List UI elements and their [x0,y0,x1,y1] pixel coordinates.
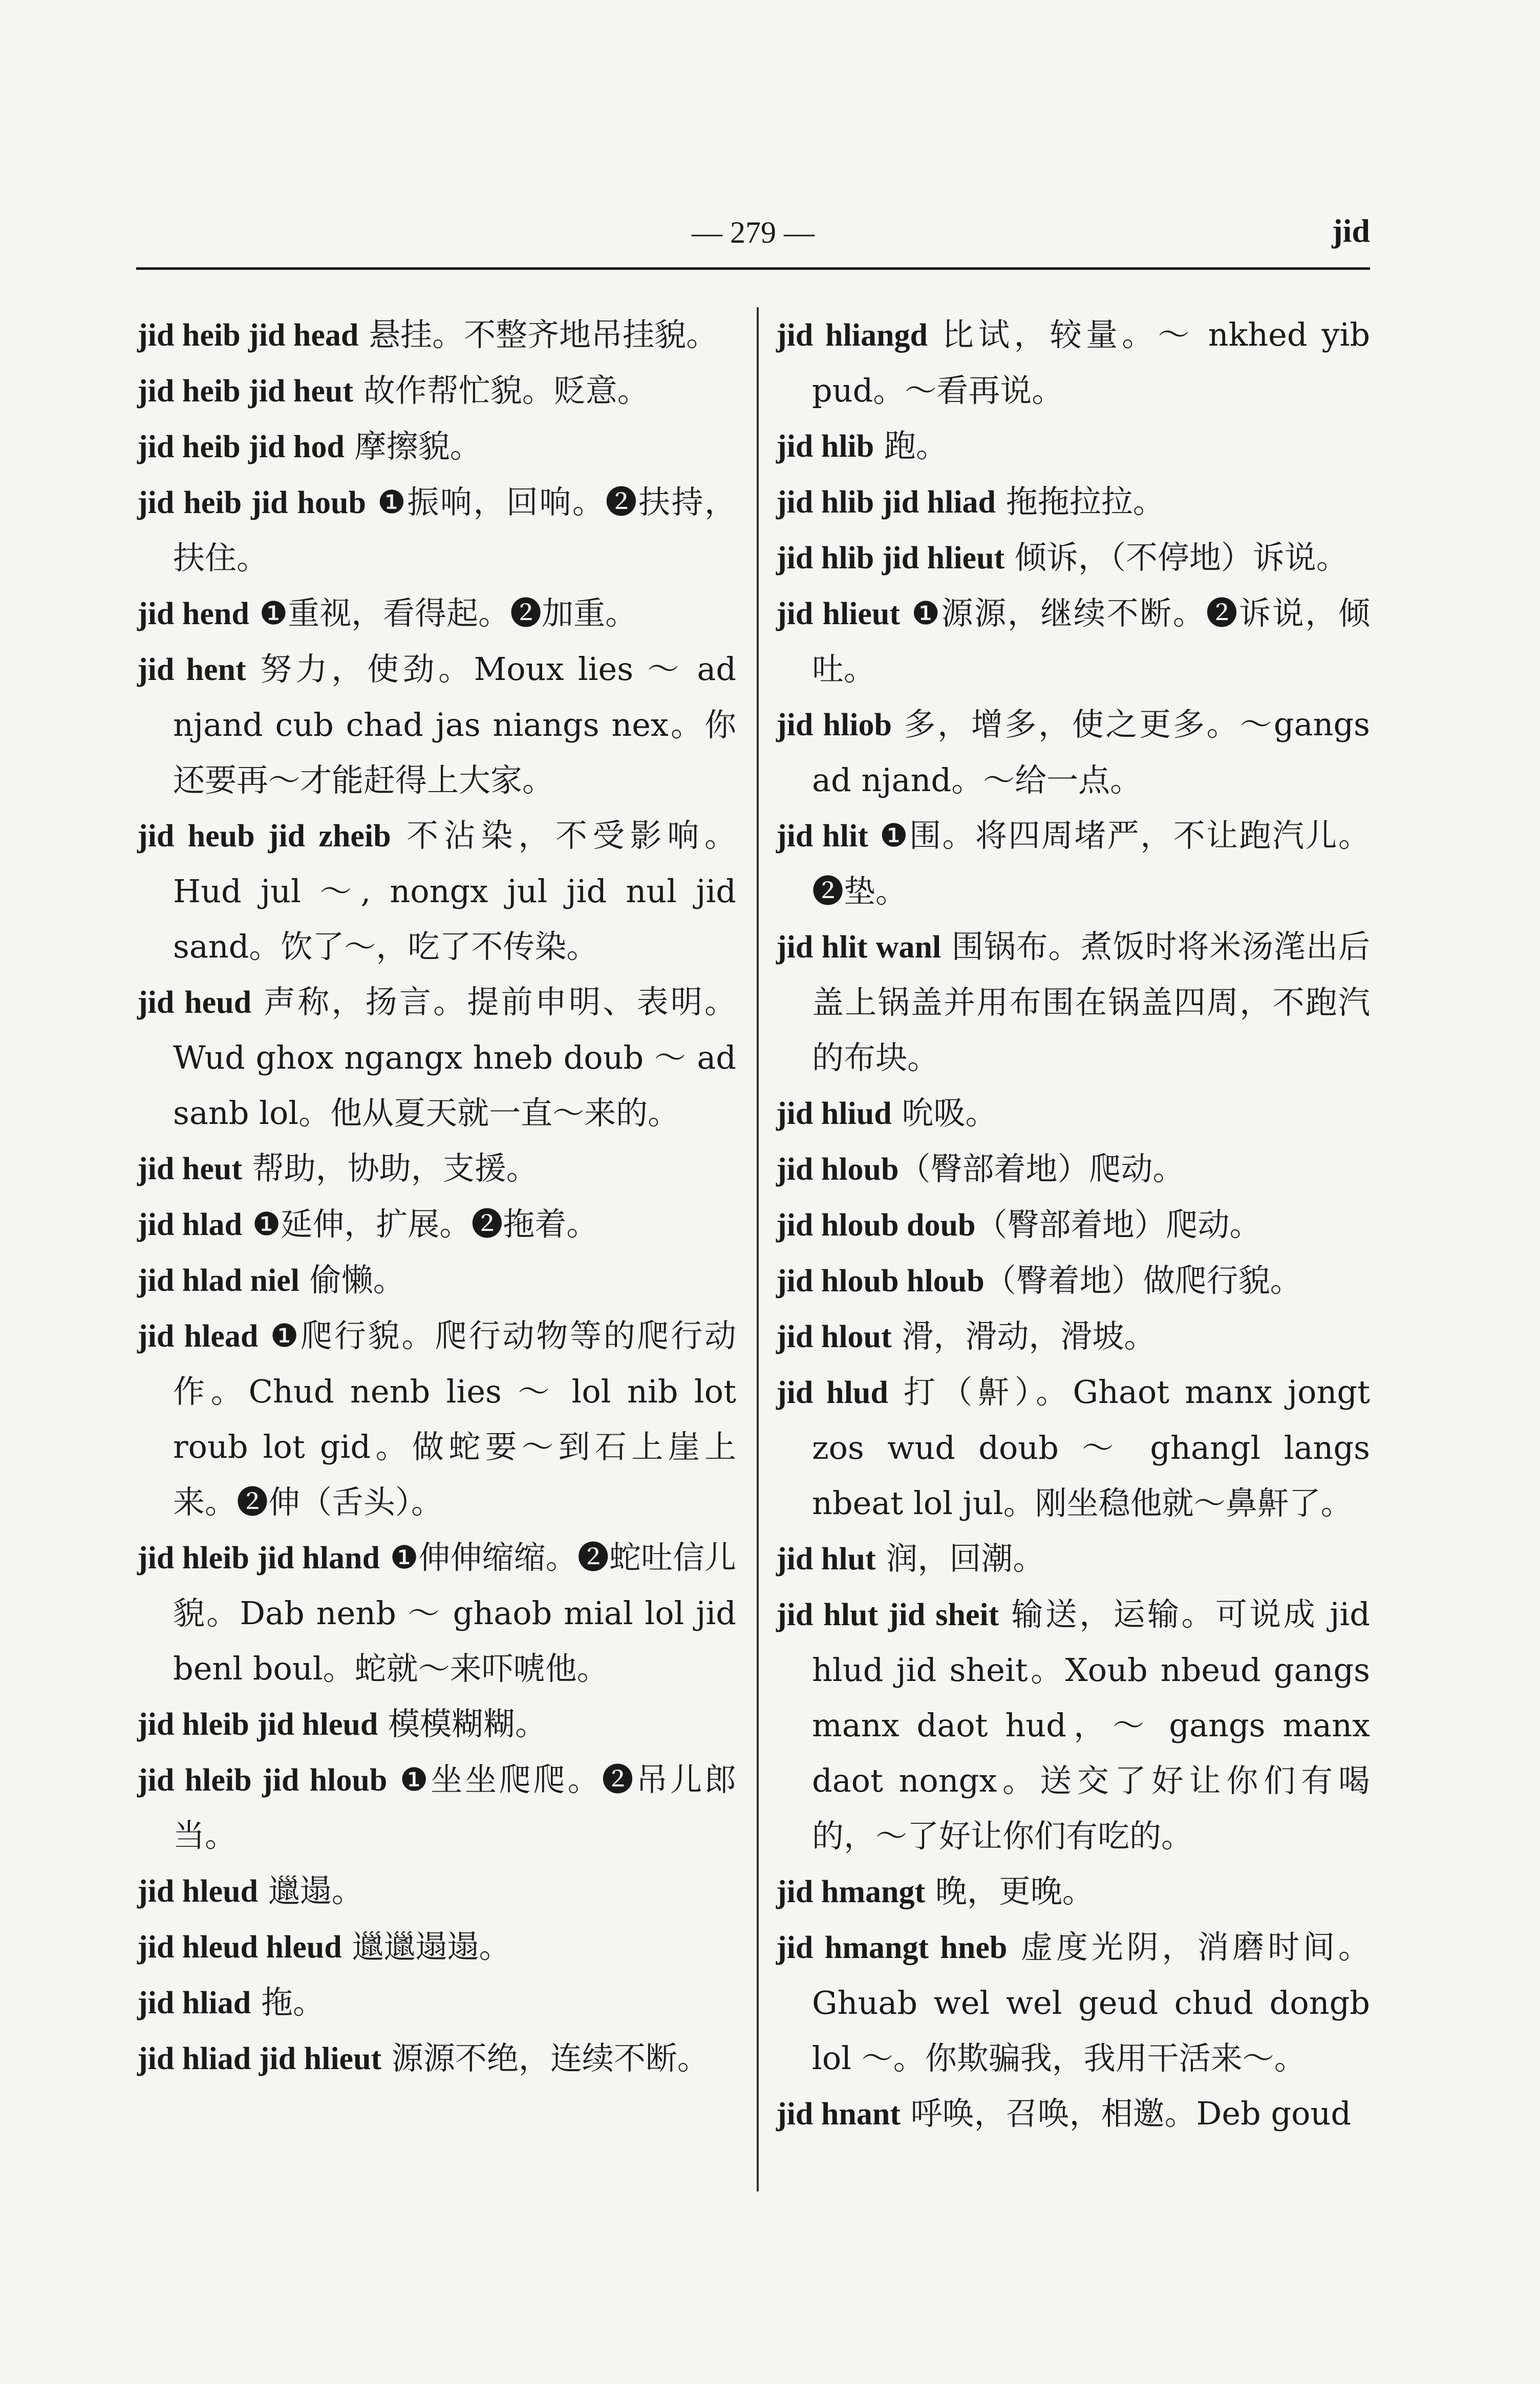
dictionary-entry [776,474,1370,530]
entry-headword: jid hleib jid hloub [137,1763,388,1798]
entry-definition: 润，回潮。 [875,1540,1045,1577]
dictionary-entry [137,419,736,475]
entry-definition: ❶重视，看得起。❷加重。 [249,594,637,632]
entry-headword: jid heub jid zheib [137,819,391,854]
dictionary-entry [137,1530,736,1696]
dictionary-entry [137,1197,736,1252]
entry-headword: jid hloub hloub [776,1264,985,1299]
dictionary-entry [137,1252,736,1308]
entry-definition: （臀部着地）爬动。 [975,1206,1261,1243]
entry-headword: jid hmangt [776,1875,926,1909]
entry-headword: jid hlib jid hlieut [776,541,1005,576]
entry-definition: 不沾染，不受影响。Hud jul ～, nongx jul jid nul jid sand。饮了～，吃了不传染。 [173,817,736,965]
dictionary-entry [137,475,736,586]
page-header [136,205,1370,266]
dictionary-entry [137,1975,736,2031]
entry-headword: jid hlit wanl [776,930,942,965]
entry-headword: jid hlit [776,819,868,854]
dictionary-entry [776,919,1370,1085]
entry-headword: jid heib jid hod [137,430,345,464]
dictionary-entry [776,808,1370,919]
entry-headword: jid hnant [776,2097,901,2132]
column-divider [757,307,759,2191]
entry-definition: 输送，运输。可说成 jid hlud jid sheit。Xoub nbeud gangs manx daot hud，～ gangs manx daot nongx。送交了好让你们有喝的，～了好让你们有吃的。 [812,1595,1370,1855]
entry-headword: jid hlut jid sheit [776,1598,999,1632]
entry-headword: jid hleib jid hleud [137,1707,378,1742]
dictionary-entry [776,1197,1370,1253]
dictionary-entry [137,1863,736,1919]
left-column [137,307,736,2087]
running-head: jid [1332,212,1370,249]
entry-definition: 帮助，协助，支援。 [242,1150,538,1187]
entry-definition: ❶源源，继续不断。❷诉说，倾吐。 [812,594,1371,688]
entry-definition: 努力，使劲。Moux lies ～ ad njand cub chad jas niangs nex。你还要再～才能赶得上大家。 [173,650,737,799]
dictionary-entry [137,1696,736,1752]
entry-headword: jid hlad [137,1207,243,1242]
dictionary-entry [137,307,736,363]
entry-definition: 悬挂。不整齐地吊挂貌。 [358,316,718,353]
entry-headword: jid hlib jid hliad [776,485,996,520]
entry-headword: jid hlout [776,1319,892,1354]
entry-definition: ❶延伸，扩展。❷拖着。 [242,1205,598,1243]
dictionary-entry [776,1253,1370,1309]
entry-headword: jid hliangd [776,318,928,353]
entry-headword: jid hlib [776,429,874,464]
entry-headword: jid hliob [776,708,892,742]
dictionary-entry [776,2086,1370,2142]
entry-definition: 摩擦貌。 [344,428,482,465]
dictionary-entry [137,1141,736,1197]
entry-definition: 打（鼾）。Ghaot manx jongt zos wud doub ～ ghangl langs nbeat lol jul。刚坐稳他就～鼻鼾了。 [812,1373,1370,1522]
entry-headword: jid heut [137,1152,242,1186]
entry-headword: jid hleib jid hland [137,1541,380,1576]
entry-definition: （臀着地）做爬行貌。 [984,1262,1302,1299]
entry-definition: 虚度光阴，消磨时间。Ghuab wel wel geud chud dongb lol ～。你欺骗我，我用干活来～。 [812,1928,1370,2077]
entry-definition: 比试，较量。～ nkhed yib pud。～看再说。 [812,316,1371,409]
entry-headword: jid heud [137,985,252,1020]
entry-headword: jid hliad jid hlieut [137,2041,382,2076]
dictionary-entry [776,1864,1370,1920]
entry-definition: （臀部着地）爬动。 [899,1150,1185,1187]
entry-definition: 模模糊糊。 [378,1705,547,1742]
dictionary-entry [137,808,736,974]
entry-definition: 邋遢。 [258,1872,363,1909]
entry-definition: 拖拖拉拉。 [996,483,1165,520]
dictionary-entry [776,1365,1370,1531]
entry-headword: jid hliud [776,1096,892,1131]
dictionary-entry [776,586,1370,697]
entry-definition: 多，增多，使之更多。～gangs ad njand。～给一点。 [812,706,1370,799]
entry-headword: jid hlead [137,1319,259,1354]
dictionary-entry [137,1919,736,1975]
entry-headword: jid hleud hleud [137,1930,342,1965]
entry-definition: 偷懒。 [300,1261,405,1299]
entry-definition: 晚，更晚。 [925,1872,1094,1910]
right-column [776,307,1370,2142]
dictionary-entry [137,2031,736,2087]
dictionary-entry [776,1587,1370,1864]
entry-headword: jid heib jid heut [137,374,354,409]
entry-headword: jid hlut [776,1542,876,1577]
entry-headword: jid heib jid head [137,318,359,353]
entry-definition: ❶伸伸缩缩。❷蛇吐信儿貌。Dab nenb ～ ghaob mial lol jid benl boul。蛇就～来吓唬他。 [173,1539,737,1687]
dictionary-entry [137,363,736,419]
page-number: — 279 — [692,216,815,249]
entry-definition: 呼唤，召唤，相邀。Deb goud [900,2095,1352,2132]
entry-definition: ❶坐坐爬爬。❷吊儿郎当。 [173,1761,736,1854]
entry-headword: jid hloub doub [776,1208,976,1243]
dictionary-entry [776,530,1370,586]
entry-definition: 邋邋遢遢。 [341,1928,511,1965]
dictionary-entry [137,1308,736,1530]
dictionary-entry [776,1141,1370,1197]
entry-headword: jid hent [137,652,246,687]
entry-definition: ❶振响，回响。❷扶持，扶住。 [173,483,736,577]
dictionary-entry [776,1085,1370,1141]
dictionary-entry [776,1309,1370,1365]
entry-headword: jid hleud [137,1874,259,1909]
dictionary-entry [137,1752,736,1863]
entry-headword: jid heib jid houb [137,485,366,520]
header-rule [136,267,1370,270]
entry-definition: ❶爬行貌。爬行动物等的爬行动作。Chud nenb lies ～ lol nib lot roub lot gid。做蛇要～到石上崖上来。❷伸（舌头）。 [173,1317,737,1521]
entry-definition: 吮吸。 [891,1094,997,1132]
entry-headword: jid hlad niel [137,1263,300,1298]
dictionary-entry [137,586,736,642]
entry-headword: jid hlud [776,1375,888,1410]
entry-definition: 倾诉，（不停地）诉说。 [1004,539,1348,576]
entry-definition: 声称，扬言。提前申明、表明。Wud ghox ngangx hneb doub ～ ad sanb lol。他从夏天就一直～来的。 [173,983,736,1132]
dictionary-entry [137,642,736,808]
entry-definition: 故作帮忙貌。贬意。 [353,372,649,409]
entry-headword: jid hliad [137,1986,251,2020]
dictionary-entry [776,1531,1370,1587]
entry-definition: 拖。 [251,1984,325,2021]
dictionary-entry [776,307,1370,418]
dictionary-entry [776,1920,1370,2086]
dictionary-entry [776,418,1370,474]
dictionary-entry [776,697,1370,808]
entry-headword: jid hmangt hneb [776,1930,1008,1965]
entry-definition: 源源不绝，连续不断。 [381,2039,709,2077]
dictionary-entry [137,974,736,1141]
entry-definition: 围锅布。煮饭时将米汤滗出后盖上锅盖并用布围在锅盖四周，不跑汽的布块。 [812,928,1370,1076]
entry-headword: jid hend [137,597,249,631]
entry-definition: ❶围。将四周堵严，不让跑汽儿。❷垫。 [812,817,1370,910]
entry-headword: jid hlieut [776,597,901,631]
entry-definition: 滑，滑动，滑坡。 [891,1317,1156,1355]
entry-definition: 跑。 [874,427,948,464]
entry-headword: jid hloub [776,1152,899,1187]
